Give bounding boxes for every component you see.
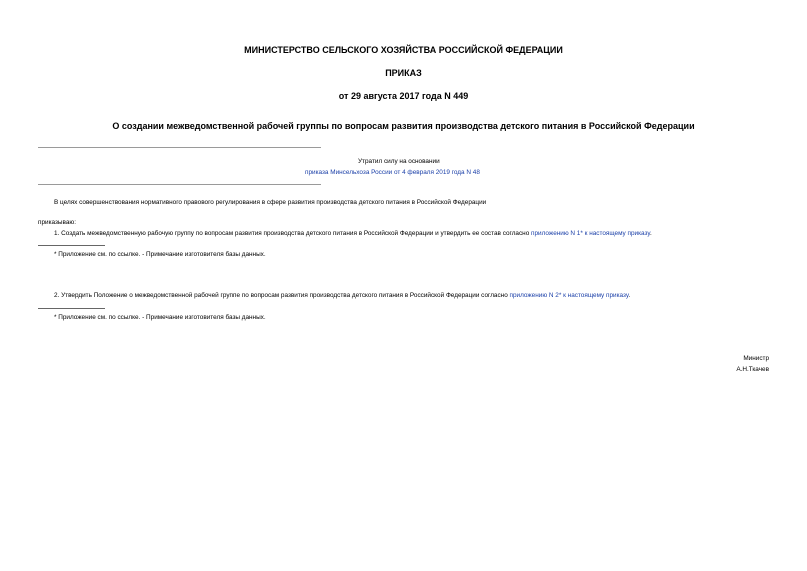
- signature-name: А.Н.Ткачев: [736, 366, 769, 373]
- item-1-paragraph: [54, 230, 652, 237]
- item-2-text: 2. Утвердить Положение о межведомственной рабочей группе по вопросам развития производства детского питания в Российской Федерации согласно: [54, 292, 510, 299]
- item-1-text: 1. Создать межведомственную рабочую группу по вопросам развития производства детского питания в Российской Федерации и утвердить ее состав согласно: [54, 230, 532, 237]
- signature-position: Министр: [743, 355, 769, 362]
- appendix-1-link[interactable]: приложению N 1* к настоящему приказу: [531, 230, 650, 237]
- document-date-number: от 29 августа 2017 года N 449: [338, 91, 469, 101]
- footnote-2-divider: [38, 308, 105, 309]
- footnote-1: * Приложение см. по ссылке. - Примечание изготовителя базы данных.: [54, 251, 266, 258]
- footnote-2: * Приложение см. по ссылке. - Примечание изготовителя базы данных.: [54, 314, 266, 321]
- order-word: приказываю:: [38, 219, 76, 226]
- preamble-paragraph: В целях совершенствования нормативного правового регулирования в сфере развития производства детского питания в Российской Федерации: [54, 199, 487, 206]
- appendix-2-link[interactable]: приложению N 2* к настоящему приказу: [509, 292, 629, 299]
- status-text: Утратил силу на основании: [358, 158, 440, 165]
- document-title: О создании межведомственной рабочей группы по вопросам развития производства детского питания в Российской Федерации: [112, 121, 695, 131]
- status-divider-bottom: [38, 184, 321, 185]
- ministry-heading: МИНИСТЕРСТВО СЕЛЬСКОГО ХОЗЯЙСТВА РОССИЙСКОЙ ФЕДЕРАЦИИ: [244, 45, 563, 55]
- item-2-paragraph: [54, 292, 630, 299]
- item-1-end: .: [649, 230, 652, 237]
- status-divider-top: [38, 147, 321, 148]
- document-type: ПРИКАЗ: [385, 68, 422, 78]
- item-2-end: .: [628, 292, 631, 299]
- status-link[interactable]: приказа Минсельхоза России от 4 февраля 2019 года N 48: [305, 169, 480, 176]
- footnote-1-divider: [38, 245, 105, 246]
